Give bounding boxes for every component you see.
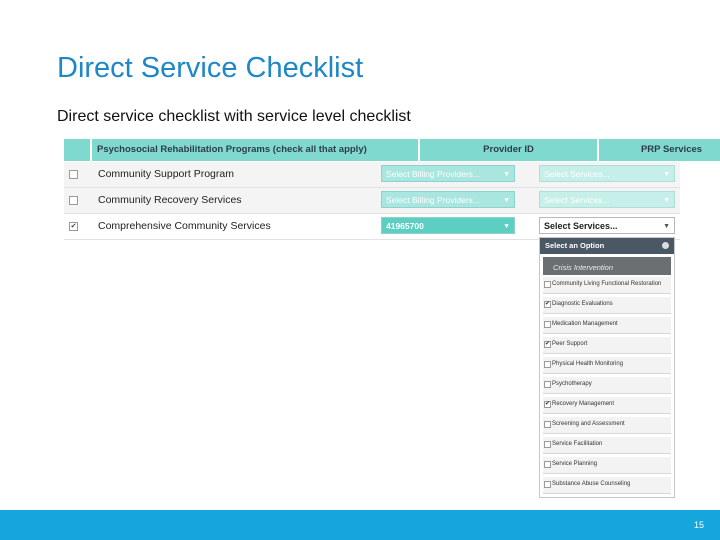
chevron-down-icon: ▼ [503,197,510,204]
program-checkbox[interactable] [69,170,78,179]
dropdown-option[interactable] [543,417,671,434]
footer-bar [0,510,720,540]
provider-select-value: Select Billing Providers... [386,195,481,205]
option-checkbox[interactable]: ✔ [545,301,551,307]
program-label: Community Recovery Services [98,194,242,206]
program-checkbox[interactable] [69,196,78,205]
provider-select[interactable] [381,165,515,182]
chevron-down-icon: ▼ [663,197,670,204]
dropdown-option[interactable] [543,437,671,454]
slide-subtitle: Direct service checklist with service level checklist [57,108,411,125]
info-icon [662,242,669,249]
option-label: Medication Management [552,321,618,327]
header-checkbox-cell [64,139,90,161]
dropdown-option-list [540,277,674,494]
dropdown-option[interactable] [543,457,671,474]
option-checkbox[interactable]: ✔ [545,401,551,407]
option-label: Physical Health Monitoring [552,361,624,367]
provider-select-value: Select Billing Providers... [386,169,481,179]
program-checkbox[interactable]: ✔ [70,223,77,230]
services-select[interactable] [539,165,675,182]
dropdown-option-highlighted[interactable]: Crisis Intervention [543,257,671,275]
services-select[interactable] [539,217,675,234]
dropdown-option[interactable] [543,377,671,394]
header-programs: Psychosocial Rehabilitation Programs (check all that apply) [92,139,418,161]
chevron-down-icon: ▼ [663,223,670,230]
header-provider-id: Provider ID [420,139,597,161]
dropdown-option[interactable] [543,357,671,374]
option-label: Psychotherapy [552,381,592,387]
services-select-value: Select Services... [544,169,610,179]
option-checkbox[interactable] [544,381,551,388]
services-select[interactable] [539,191,675,208]
chevron-down-icon: ▼ [663,171,670,178]
option-checkbox[interactable]: ✔ [545,341,551,347]
dropdown-option[interactable] [543,337,671,354]
dropdown-option[interactable] [543,317,671,334]
dropdown-option[interactable] [543,397,671,414]
option-label: Service Facilitation [552,441,603,447]
provider-select-value: 41965700 [386,221,424,231]
option-label: Community Living Functional Restoration [552,281,662,287]
option-checkbox[interactable] [544,461,551,468]
provider-select[interactable] [381,217,515,234]
dropdown-header-label: Select an Option [545,241,605,250]
table-row [64,188,680,214]
services-select-value: Select Services... [544,221,618,231]
services-select-value: Select Services... [544,195,610,205]
chevron-down-icon: ▼ [503,171,510,178]
dropdown-option[interactable] [543,297,671,314]
option-checkbox[interactable] [544,481,551,488]
slide-title: Direct Service Checklist [57,52,364,84]
option-checkbox[interactable] [544,281,551,288]
program-label: Community Support Program [98,168,234,180]
option-checkbox[interactable] [544,321,551,328]
dropdown-header [540,238,674,254]
header-prp-services: PRP Services [599,139,720,161]
option-label: Substance Abuse Counseling [552,481,631,487]
option-label: Peer Support [552,341,588,347]
option-label: Diagnostic Evaluations [552,301,613,307]
dropdown-option[interactable] [543,477,671,494]
table-row [64,162,680,188]
option-label: Recovery Management [552,401,615,407]
option-label: Screening and Assessment [552,421,625,427]
chevron-down-icon: ▼ [503,223,510,230]
option-checkbox[interactable] [544,361,551,368]
page-number: 15 [693,520,704,530]
dropdown-option[interactable] [543,277,671,294]
option-checkbox[interactable] [544,441,551,448]
provider-select[interactable] [381,191,515,208]
option-label: Service Planning [552,461,598,467]
program-label: Comprehensive Community Services [98,220,271,232]
option-checkbox[interactable] [544,421,551,428]
services-dropdown [539,237,675,498]
